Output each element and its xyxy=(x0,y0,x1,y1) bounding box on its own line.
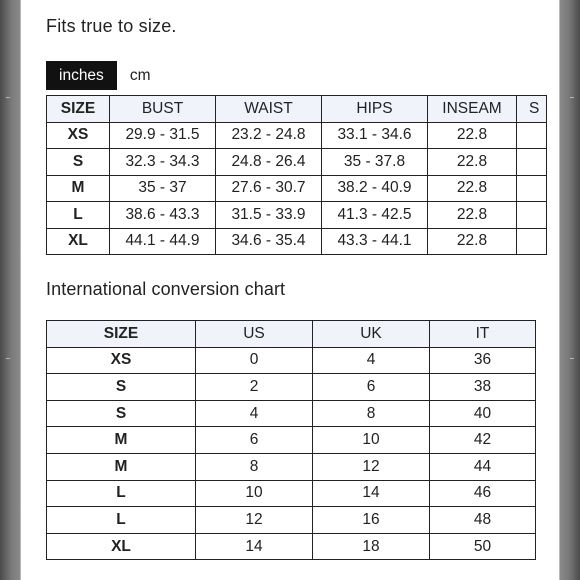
truncated-cell xyxy=(517,202,547,229)
column-header-truncated: S xyxy=(517,96,547,123)
table-row xyxy=(47,228,547,255)
table-row xyxy=(47,202,547,229)
size-cell: XL xyxy=(47,533,196,560)
uk-cell: 16 xyxy=(313,507,430,534)
it-cell: 46 xyxy=(430,480,536,507)
uk-cell: 4 xyxy=(313,347,430,374)
size-cell: S xyxy=(47,149,110,176)
table-header-row xyxy=(47,96,547,123)
hips-cell: 41.3 - 42.5 xyxy=(322,202,428,229)
it-cell: 36 xyxy=(430,347,536,374)
truncated-cell xyxy=(517,175,547,202)
size-cell: M xyxy=(47,453,196,480)
bust-cell: 35 - 37 xyxy=(110,175,216,202)
column-header-us: US xyxy=(196,321,313,348)
size-cell: XL xyxy=(47,228,110,255)
it-cell: 50 xyxy=(430,533,536,560)
waist-cell: 34.6 - 35.4 xyxy=(216,228,322,255)
it-cell: 44 xyxy=(430,453,536,480)
inseam-cell: 22.8 xyxy=(428,202,517,229)
size-guide-page xyxy=(22,0,558,580)
table-row xyxy=(47,427,536,454)
inseam-cell: 22.8 xyxy=(428,149,517,176)
hips-cell: 35 - 37.8 xyxy=(322,149,428,176)
size-cell: XS xyxy=(47,347,196,374)
size-cell: L xyxy=(47,202,110,229)
size-cell: XS xyxy=(47,122,110,149)
table-header-row xyxy=(47,321,536,348)
us-cell: 12 xyxy=(196,507,313,534)
bust-cell: 38.6 - 43.3 xyxy=(110,202,216,229)
column-header-size: SIZE xyxy=(47,321,196,348)
cm-tab[interactable]: cm xyxy=(117,61,164,90)
frame-edge-mark xyxy=(570,358,574,359)
it-cell: 40 xyxy=(430,400,536,427)
size-cell: M xyxy=(47,427,196,454)
us-cell: 0 xyxy=(196,347,313,374)
hips-cell: 33.1 - 34.6 xyxy=(322,122,428,149)
table-row xyxy=(47,175,547,202)
table-row xyxy=(47,149,547,176)
inches-tab[interactable]: inches xyxy=(46,61,117,90)
table-row xyxy=(47,453,536,480)
size-cell: L xyxy=(47,480,196,507)
column-header-size: SIZE xyxy=(47,96,110,123)
size-cell: S xyxy=(47,400,196,427)
column-header-hips: HIPS xyxy=(322,96,428,123)
inseam-cell: 22.8 xyxy=(428,175,517,202)
column-header-uk: UK xyxy=(313,321,430,348)
table-row xyxy=(47,347,536,374)
uk-cell: 8 xyxy=(313,400,430,427)
truncated-cell xyxy=(517,228,547,255)
bust-cell: 32.3 - 34.3 xyxy=(110,149,216,176)
bust-cell: 29.9 - 31.5 xyxy=(110,122,216,149)
waist-cell: 24.8 - 26.4 xyxy=(216,149,322,176)
fit-note: Fits true to size. xyxy=(46,16,177,36)
uk-cell: 10 xyxy=(313,427,430,454)
uk-cell: 6 xyxy=(313,374,430,401)
us-cell: 14 xyxy=(196,533,313,560)
waist-cell: 27.6 - 30.7 xyxy=(216,175,322,202)
size-cell: M xyxy=(47,175,110,202)
truncated-cell xyxy=(517,149,547,176)
truncated-cell xyxy=(517,122,547,149)
waist-cell: 31.5 - 33.9 xyxy=(216,202,322,229)
us-cell: 6 xyxy=(196,427,313,454)
it-cell: 42 xyxy=(430,427,536,454)
table-row xyxy=(47,480,536,507)
column-header-it: IT xyxy=(430,321,536,348)
table-row xyxy=(47,507,536,534)
size-cell: S xyxy=(47,374,196,401)
frame-edge-mark xyxy=(570,97,574,98)
table-row xyxy=(47,533,536,560)
inseam-cell: 22.8 xyxy=(428,122,517,149)
us-cell: 10 xyxy=(196,480,313,507)
hips-cell: 38.2 - 40.9 xyxy=(322,175,428,202)
conversion-chart-title: International conversion chart xyxy=(46,279,286,299)
it-cell: 48 xyxy=(430,507,536,534)
size-chart-table xyxy=(46,95,547,255)
hips-cell: 43.3 - 44.1 xyxy=(322,228,428,255)
uk-cell: 18 xyxy=(313,533,430,560)
bust-cell: 44.1 - 44.9 xyxy=(110,228,216,255)
table-row xyxy=(47,122,547,149)
column-header-waist: WAIST xyxy=(216,96,322,123)
table-row xyxy=(47,374,536,401)
table-row xyxy=(47,400,536,427)
conversion-chart-table xyxy=(46,320,536,560)
us-cell: 4 xyxy=(196,400,313,427)
uk-cell: 12 xyxy=(313,453,430,480)
column-header-bust: BUST xyxy=(110,96,216,123)
size-cell: L xyxy=(47,507,196,534)
uk-cell: 14 xyxy=(313,480,430,507)
unit-toggle xyxy=(46,61,163,90)
frame-edge-mark xyxy=(6,97,10,98)
us-cell: 2 xyxy=(196,374,313,401)
waist-cell: 23.2 - 24.8 xyxy=(216,122,322,149)
us-cell: 8 xyxy=(196,453,313,480)
column-header-inseam: INSEAM xyxy=(428,96,517,123)
frame-edge-mark xyxy=(6,358,10,359)
it-cell: 38 xyxy=(430,374,536,401)
inseam-cell: 22.8 xyxy=(428,228,517,255)
